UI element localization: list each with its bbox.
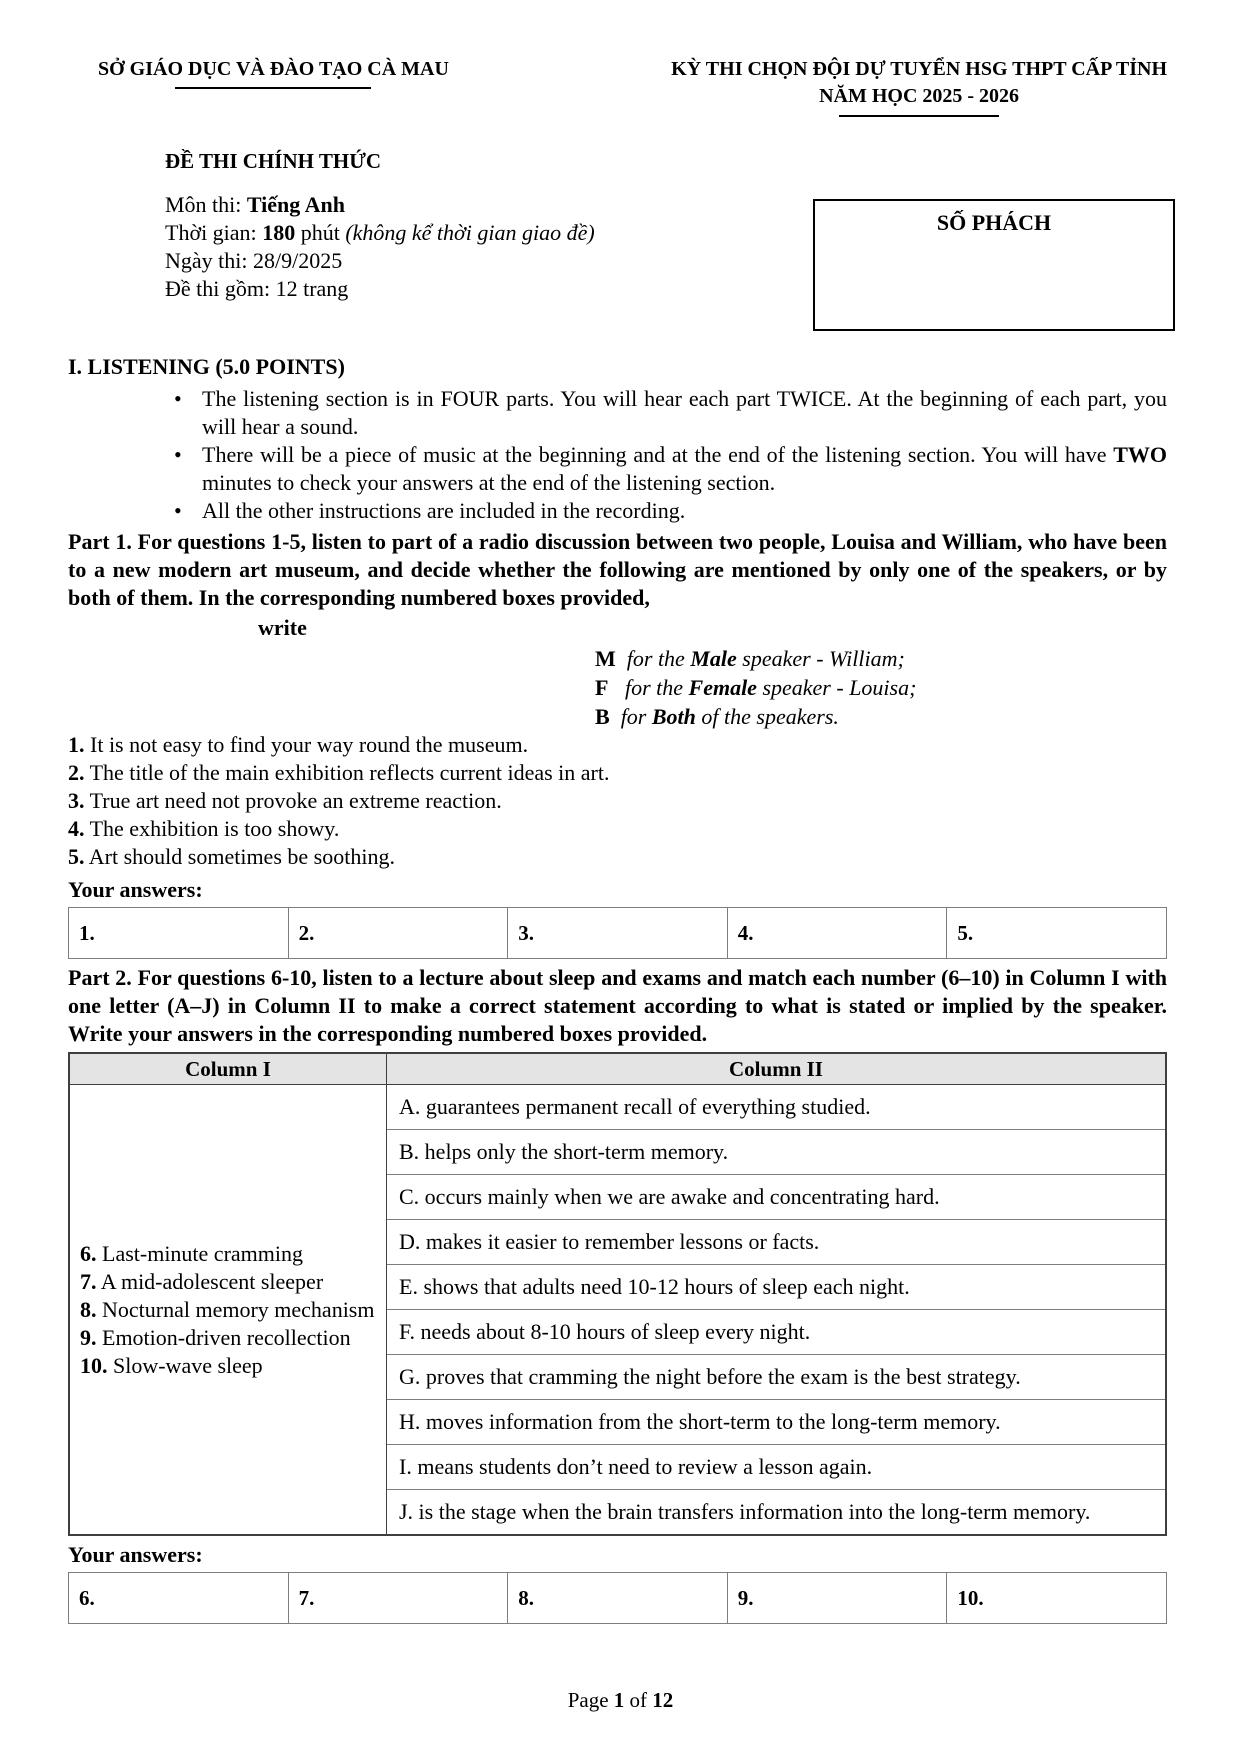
- duration-line: Thời gian: 180 phút (không kể thời gian giao đề): [165, 220, 595, 245]
- your-answers-label-part1: Your answers:: [68, 877, 203, 902]
- question-3-number: 3.: [68, 788, 85, 813]
- match-option-g: G. proves that cramming the night before the exam is the best strategy.: [387, 1355, 1167, 1400]
- match-item-7-number: 7.: [80, 1268, 97, 1294]
- match-option-d: D. makes it easier to remember lessons or facts.: [387, 1220, 1167, 1265]
- answer-cell-4: 4.: [727, 908, 947, 959]
- match-item-10-text: Slow-wave sleep: [107, 1352, 263, 1378]
- instruction-bullet-2: • There will be a piece of music at the beginning and at the end of the listening section. You will have TWO minutes to check your answers at the end of the listening section.: [68, 441, 1167, 497]
- answer-cell-5: 5.: [947, 908, 1167, 959]
- question-5-text: Art should sometimes be soothing.: [84, 844, 395, 869]
- question-2-text: The title of the main exhibition reflects current ideas in art.: [84, 760, 610, 785]
- answer-cell-6: 6.: [69, 1573, 289, 1624]
- match-item-6: [80, 1240, 380, 1268]
- question-1-number: 1.: [68, 732, 85, 757]
- your-answers-label-part2: Your answers:: [68, 1542, 203, 1567]
- match-item-10-number: 10.: [80, 1352, 108, 1378]
- instruction-bullet-3: • All the other instructions are included in the recording.: [68, 497, 1167, 525]
- match-item-6-text: Last-minute cramming: [96, 1240, 303, 1266]
- match-item-10: [80, 1352, 380, 1380]
- answers-table-1-5: [68, 907, 1167, 959]
- question-5-number: 5.: [68, 844, 85, 869]
- match-item-9: [80, 1324, 380, 1352]
- exam-title-line1: KỲ THI CHỌN ĐỘI DỰ TUYỂN HSG THPT CẤP TỈNH: [671, 58, 1167, 80]
- key-both-line: B for Both of the speakers.: [595, 704, 839, 729]
- question-2: [68, 759, 1167, 787]
- part1-instructions: Part 1. For questions 1-5, listen to part of a radio discussion between two people, Louisa and William, who have been to a new modern art museum, and decide whether the following are mentioned by only one of the speakers, or by both of them. In the corresponding numbered boxes provided,: [68, 529, 1167, 610]
- answer-cell-7: 7.: [288, 1573, 508, 1624]
- column1-header: Column I: [69, 1053, 387, 1085]
- answer-cell-9: 9.: [727, 1573, 947, 1624]
- match-item-8: [80, 1296, 380, 1324]
- match-option-h: H. moves information from the short-term to the long-term memory.: [387, 1400, 1167, 1445]
- match-option-c: C. occurs mainly when we are awake and concentrating hard.: [387, 1175, 1167, 1220]
- match-row-a: [69, 1085, 1166, 1130]
- question-1: [68, 731, 1167, 759]
- exam-title-line2: NĂM HỌC 2025 - 2026: [819, 85, 1020, 107]
- answer-cell-3: 3.: [508, 908, 728, 959]
- department-underline: [175, 87, 371, 89]
- official-exam-label: ĐỀ THI CHÍNH THỨC: [165, 149, 382, 173]
- page-header: [68, 56, 1167, 117]
- match-option-e: E. shows that adults need 10-12 hours of sleep each night.: [387, 1265, 1167, 1310]
- question-4: [68, 815, 1167, 843]
- candidate-code-box: [813, 199, 1175, 331]
- exam-title-underline: [839, 115, 999, 117]
- exam-info-block: [165, 191, 1167, 343]
- answer-cell-8: 8.: [508, 1573, 728, 1624]
- answer-cell-1: 1.: [69, 908, 289, 959]
- answers-row: [69, 908, 1167, 959]
- question-5: [68, 843, 1167, 871]
- pages-line: Đề thi gồm: 12 trang: [165, 276, 349, 301]
- listening-section-title: I. LISTENING (5.0 POINTS): [68, 354, 345, 379]
- match-item-9-text: Emotion-driven recollection: [96, 1324, 351, 1350]
- question-4-number: 4.: [68, 816, 85, 841]
- matching-table: [68, 1052, 1167, 1536]
- question-3: [68, 787, 1167, 815]
- matching-table-header-row: [69, 1053, 1166, 1085]
- question-2-number: 2.: [68, 760, 85, 785]
- match-item-7-text: A mid-adolescent sleeper: [96, 1268, 324, 1294]
- part1-questions: [68, 731, 1167, 871]
- match-item-9-number: 9.: [80, 1324, 97, 1350]
- subject-line: Môn thi: Tiếng Anh: [165, 192, 345, 217]
- key-male-line: M for the Male speaker - William;: [595, 646, 905, 671]
- answer-cell-2: 2.: [288, 908, 508, 959]
- part2-instructions: Part 2. For questions 6-10, listen to a lecture about sleep and exams and match each number (6–10) in Column I with one letter (A–J) in Column II to make a correct statement according to what is stated or implied by the speaker. Write your answers in the corresponding numbered boxes provided.: [68, 965, 1167, 1046]
- match-item-6-number: 6.: [80, 1240, 97, 1266]
- page-footer: Page 1 of 12: [567, 1688, 674, 1712]
- answer-cell-10: 10.: [947, 1573, 1167, 1624]
- write-label: write: [258, 615, 307, 640]
- question-4-text: The exhibition is too showy.: [84, 816, 340, 841]
- match-item-7: [80, 1268, 380, 1296]
- match-option-a: A. guarantees permanent recall of everything studied.: [387, 1085, 1167, 1130]
- instruction-bullet-1: • The listening section is in FOUR parts. You will hear each part TWICE. At the beginning of each part, you will hear a sound.: [68, 385, 1167, 441]
- candidate-code-label: SỐ PHÁCH: [936, 210, 1052, 235]
- column2-header: Column II: [387, 1053, 1167, 1085]
- match-option-j: J. is the stage when the brain transfers information into the long-term memory.: [399, 1499, 1091, 1524]
- match-option-i: I. means students don’t need to review a lesson again.: [387, 1445, 1167, 1490]
- answers-table-6-10: [68, 1572, 1167, 1624]
- department-name: SỞ GIÁO DỤC VÀ ĐÀO TẠO CÀ MAU: [98, 58, 449, 80]
- department-header: [98, 56, 449, 89]
- key-female-line: F for the Female speaker - Louisa;: [595, 675, 917, 700]
- answers-row: [69, 1573, 1167, 1624]
- match-item-8-number: 8.: [80, 1296, 97, 1322]
- question-3-text: True art need not provoke an extreme reaction.: [84, 788, 502, 813]
- question-1-text: It is not easy to find your way round the museum.: [84, 732, 529, 757]
- date-line: Ngày thi: 28/9/2025: [165, 248, 343, 273]
- listening-instructions: [68, 385, 1173, 525]
- answer-key-legend: [595, 644, 1167, 731]
- match-option-f: F. needs about 8-10 hours of sleep every night.: [387, 1310, 1167, 1355]
- match-option-b: B. helps only the short-term memory.: [387, 1130, 1167, 1175]
- column1-items-cell: [69, 1085, 387, 1536]
- match-item-8-text: Nocturnal memory mechanism: [96, 1296, 375, 1322]
- exam-title-header: [671, 56, 1167, 117]
